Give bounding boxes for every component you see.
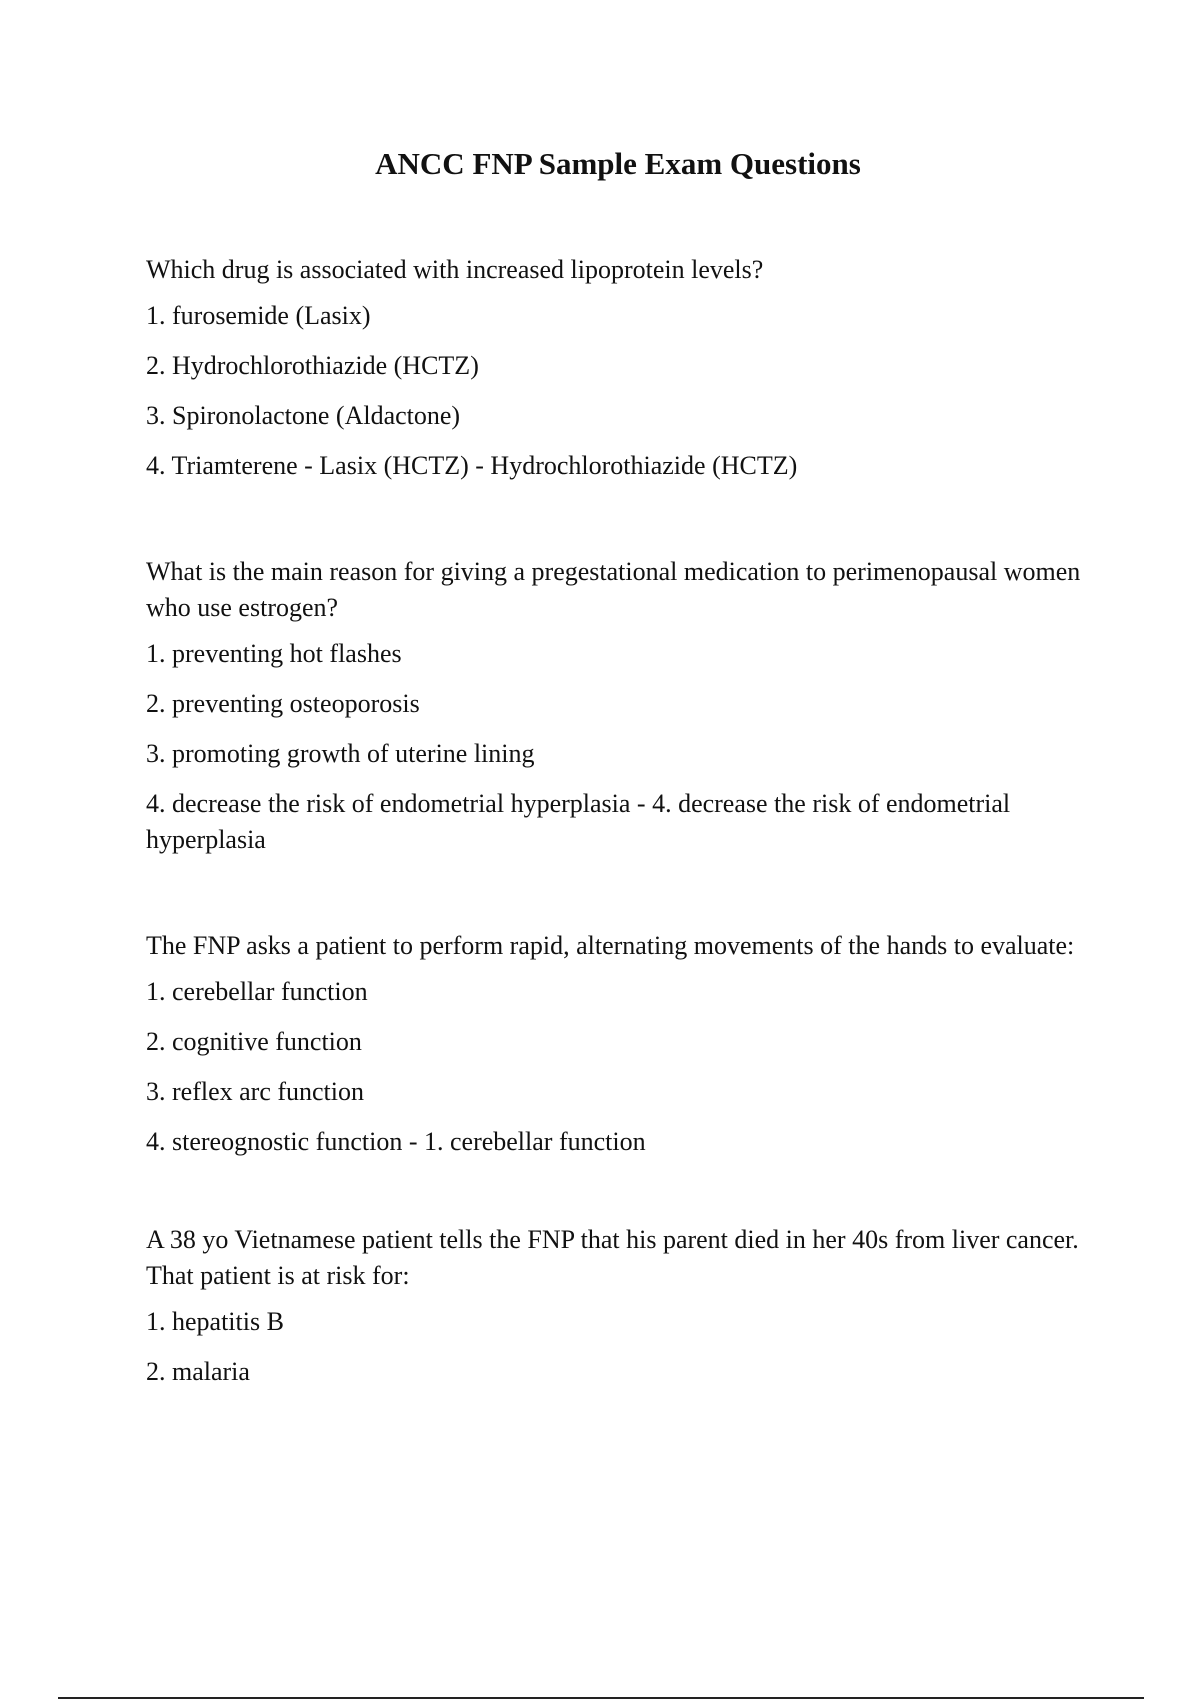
question-text: What is the main reason for giving a pregestational medication to perimenopausal women who use estrogen? <box>146 557 1081 622</box>
footer-divider <box>58 1697 1144 1699</box>
answer-option: 4. stereognostic function - 1. cerebellar function <box>146 1127 646 1156</box>
answer-option: 3. promoting growth of uterine lining <box>146 739 535 768</box>
answer-option: 2. cognitive function <box>146 1027 362 1056</box>
answer-option: 3. reflex arc function <box>146 1077 365 1106</box>
question-text: The FNP asks a patient to perform rapid, alternating movements of the hands to evaluate: <box>146 931 1075 960</box>
question-block <box>146 252 1096 484</box>
question-block <box>146 554 1096 858</box>
question-block <box>146 928 1096 1160</box>
answer-option: 2. Hydrochlorothiazide (HCTZ) <box>146 351 479 380</box>
answer-option: 4. decrease the risk of endometrial hyperplasia - 4. decrease the risk of endometrial hyperplasia <box>146 789 1011 854</box>
answer-option: 1. cerebellar function <box>146 977 368 1006</box>
answer-option: 1. hepatitis B <box>146 1307 284 1336</box>
answer-option: 2. preventing osteoporosis <box>146 689 420 718</box>
question-text: A 38 yo Vietnamese patient tells the FNP that his parent died in her 40s from liver cancer. That patient is at risk for: <box>146 1225 1079 1290</box>
document-title: ANCC FNP Sample Exam Questions <box>375 146 861 181</box>
answer-option: 1. preventing hot flashes <box>146 639 402 668</box>
answer-option: 2. malaria <box>146 1357 250 1386</box>
answer-option: 1. furosemide (Lasix) <box>146 301 371 330</box>
question-text: Which drug is associated with increased lipoprotein levels? <box>146 255 764 284</box>
questions-list <box>146 252 1096 1460</box>
answer-option: 4. Triamterene - Lasix (HCTZ) - Hydrochlorothiazide (HCTZ) <box>146 451 798 480</box>
question-block <box>146 1222 1096 1390</box>
answer-option: 3. Spironolactone (Aldactone) <box>146 401 461 430</box>
